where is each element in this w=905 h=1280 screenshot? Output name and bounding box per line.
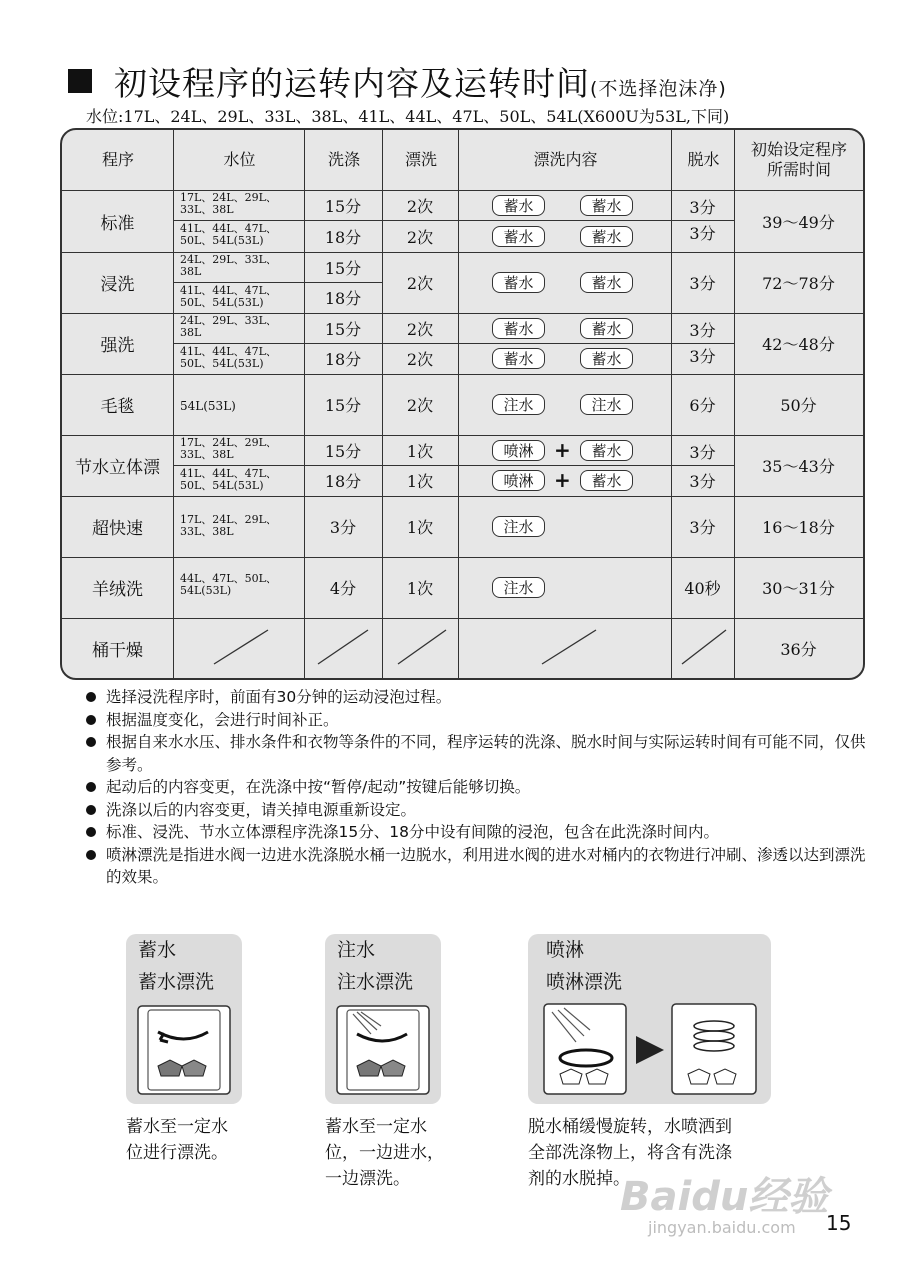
wash-time: 4分 <box>329 579 357 598</box>
program-standard: 标准 <box>100 213 135 234</box>
wash-time: 18分 <box>324 227 362 247</box>
note-item: 洗涤以后的内容变更，请关掉电源重新设定。 <box>84 799 874 822</box>
watermark-url: jingyan.baidu.com <box>648 1218 796 1237</box>
program-blanket: 毛毯 <box>100 397 135 417</box>
program-cashmere: 羊绒洗 <box>92 580 143 600</box>
rinse-count: 2次 <box>406 274 434 293</box>
rinse-pill: 蓄水 <box>492 226 545 247</box>
rinse-count: 2次 <box>406 196 434 216</box>
total-time: 35～43分 <box>762 457 835 476</box>
program-tub-dry: 桶干燥 <box>92 640 143 661</box>
spin-time: 3分 <box>689 518 716 537</box>
wash-time: 15分 <box>324 396 362 415</box>
title-note: (不选择泡沫净) <box>590 78 727 100</box>
spin-time: 3分 <box>689 320 716 340</box>
header-spin: 脱水 <box>687 150 720 169</box>
header-wash: 洗涤 <box>327 150 360 169</box>
level-text: 17L、24L、29L、 33L、38L <box>180 436 277 461</box>
spin-time: 3分 <box>689 471 716 491</box>
spin-time: 6分 <box>689 396 716 415</box>
rinse-pill: 注水 <box>492 516 545 537</box>
level-text: 44L、47L、50L、 54L(53L) <box>180 572 277 597</box>
rinse-pill: 蓄水 <box>492 195 545 216</box>
program-strong: 强洗 <box>100 336 135 356</box>
panel-fill-water <box>325 934 441 1104</box>
spin-time: 3分 <box>689 442 716 462</box>
level-text: 24L、29L、33L、 38L <box>180 314 277 339</box>
header-rinse: 漂洗 <box>404 150 437 169</box>
panel-desc: 脱水桶缓慢旋转，水喷洒到 全部洗涤物上，将含有洗涤 剂的水脱掉。 <box>528 1117 732 1189</box>
slash-line <box>682 630 726 664</box>
panel-title: 注水 注水漂洗 <box>337 939 414 993</box>
note-item: 根据温度变化，会进行时间补正。 <box>84 709 874 732</box>
rinse-pill: 喷淋 <box>492 470 545 491</box>
page-number: 15 <box>826 1211 852 1235</box>
wash-time: 15分 <box>324 319 362 339</box>
spin-time: 3分 <box>689 274 716 293</box>
level-text: 24L、29L、33L、 38L <box>180 253 277 278</box>
rinse-pill: 蓄水 <box>580 318 633 339</box>
slash-line <box>542 630 596 664</box>
panel-spray <box>528 934 771 1104</box>
plus-sign: + <box>554 438 571 462</box>
rinse-pill: 注水 <box>492 577 545 598</box>
header-level: 水位 <box>223 150 256 169</box>
header-total-time: 初始设定程序 所需时间 <box>750 140 847 179</box>
spin-time: 3分 <box>689 223 716 243</box>
level-text: 41L、44L、47L、 50L、54L(53L) <box>180 467 277 492</box>
level-text: 41L、44L、47L、 50L、54L(53L) <box>180 284 277 309</box>
rinse-pill: 蓄水 <box>580 348 633 369</box>
program-soak: 浸洗 <box>100 275 135 295</box>
rinse-pill: 注水 <box>492 394 545 415</box>
wash-time: 18分 <box>324 350 362 369</box>
wash-time: 15分 <box>324 441 362 461</box>
rinse-count: 1次 <box>406 518 434 537</box>
rinse-pill: 蓄水 <box>492 348 545 369</box>
rinse-pill: 喷淋 <box>492 440 545 461</box>
level-text: 41L、44L、47L、 50L、54L(53L) <box>180 345 277 370</box>
slash-line <box>398 630 446 664</box>
panel-title: 蓄水 蓄水漂洗 <box>138 939 215 993</box>
watermark-logo: Baidu经验 <box>620 1174 829 1220</box>
rinse-pill: 蓄水 <box>580 195 633 216</box>
rinse-pill: 蓄水 <box>580 272 633 293</box>
level-text: 41L、44L、47L、 50L、54L(53L) <box>180 222 277 247</box>
slash-line <box>214 630 268 664</box>
program-table <box>60 128 865 680</box>
wash-time: 15分 <box>324 196 362 216</box>
panel-store-water <box>126 934 242 1104</box>
page-title: 初设程序的运转内容及运转时间(不选择泡沫净) <box>68 58 727 105</box>
rinse-pill: 蓄水 <box>580 440 633 461</box>
fill-rinse-icon <box>335 1004 431 1098</box>
note-item: 标准、浸洗、节水立体漂程序洗涤15分、18分中设有间隙的浸泡，包含在此洗涤时间内。 <box>84 821 874 844</box>
rinse-count: 2次 <box>406 396 434 415</box>
title-square-icon <box>68 69 92 93</box>
wash-time: 18分 <box>324 472 362 491</box>
rinse-count: 1次 <box>406 441 434 461</box>
total-time: 30～31分 <box>762 579 835 598</box>
total-time: 42～48分 <box>762 335 835 354</box>
spin-time: 3分 <box>689 346 716 366</box>
water-levels: 水位:17L、24L、29L、33L、38L、41L、44L、47L、50L、54L(X600U为53L,下同) <box>86 107 730 126</box>
program-quick: 超快速 <box>92 519 143 539</box>
level-text: 17L、24L、29L、 33L、38L <box>180 191 277 216</box>
arrow-right-icon <box>636 1036 664 1064</box>
level-text: 54L(53L) <box>180 399 236 413</box>
store-rinse-icon <box>136 1004 232 1098</box>
panel-title: 喷淋 喷淋漂洗 <box>546 939 623 993</box>
slash-line <box>318 630 368 664</box>
note-item: 起动后的内容变更，在洗涤中按“暂停/起动”按键后能够切换。 <box>84 776 874 799</box>
header-program: 程序 <box>101 150 134 169</box>
plus-sign: + <box>554 468 571 492</box>
rinse-count: 2次 <box>406 350 434 369</box>
rinse-count: 2次 <box>406 227 434 247</box>
total-time: 36分 <box>780 639 817 659</box>
wash-time: 15分 <box>324 258 362 278</box>
rinse-pill: 蓄水 <box>492 318 545 339</box>
empty-cell-slashes <box>62 618 734 678</box>
rinse-pill: 蓄水 <box>580 470 633 491</box>
total-time: 50分 <box>780 396 817 415</box>
rinse-count: 1次 <box>406 579 434 598</box>
spin-time: 40秒 <box>684 579 721 598</box>
notes-list <box>84 686 874 889</box>
total-time: 72～78分 <box>762 274 835 293</box>
note-item: 选择浸洗程序时，前面有30分钟的运动浸泡过程。 <box>84 686 874 709</box>
wash-time: 18分 <box>324 289 362 308</box>
total-time: 16～18分 <box>762 518 835 537</box>
rinse-pill: 蓄水 <box>492 272 545 293</box>
rinse-count: 1次 <box>406 472 434 491</box>
note-item: 根据自来水水压、排水条件和衣物等条件的不同，程序运转的洗涤、脱水时间与实际运转时间有可能不同，仅供参考。 <box>84 731 874 776</box>
total-time: 39～49分 <box>762 212 835 232</box>
rinse-pill: 蓄水 <box>580 226 633 247</box>
header-rinse-content: 漂洗内容 <box>533 150 598 169</box>
program-eco-rinse: 节水立体漂 <box>75 458 160 478</box>
panel-desc: 蓄水至一定水 位进行漂洗。 <box>126 1117 228 1163</box>
level-text: 17L、24L、29L、 33L、38L <box>180 513 277 538</box>
note-item: 喷淋漂洗是指进水阀一边进水洗涤脱水桶一边脱水，利用进水阀的进水对桶内的衣物进行冲刷、渗透以达到漂洗的效果。 <box>84 844 874 889</box>
spray-rinse-icon <box>542 1002 762 1098</box>
spin-time: 3分 <box>689 197 716 217</box>
rinse-pill: 注水 <box>580 394 633 415</box>
rinse-count: 2次 <box>406 319 434 339</box>
wash-time: 3分 <box>329 518 357 537</box>
panel-desc: 蓄水至一定水 位，一边进水， 一边漂洗。 <box>325 1117 444 1189</box>
